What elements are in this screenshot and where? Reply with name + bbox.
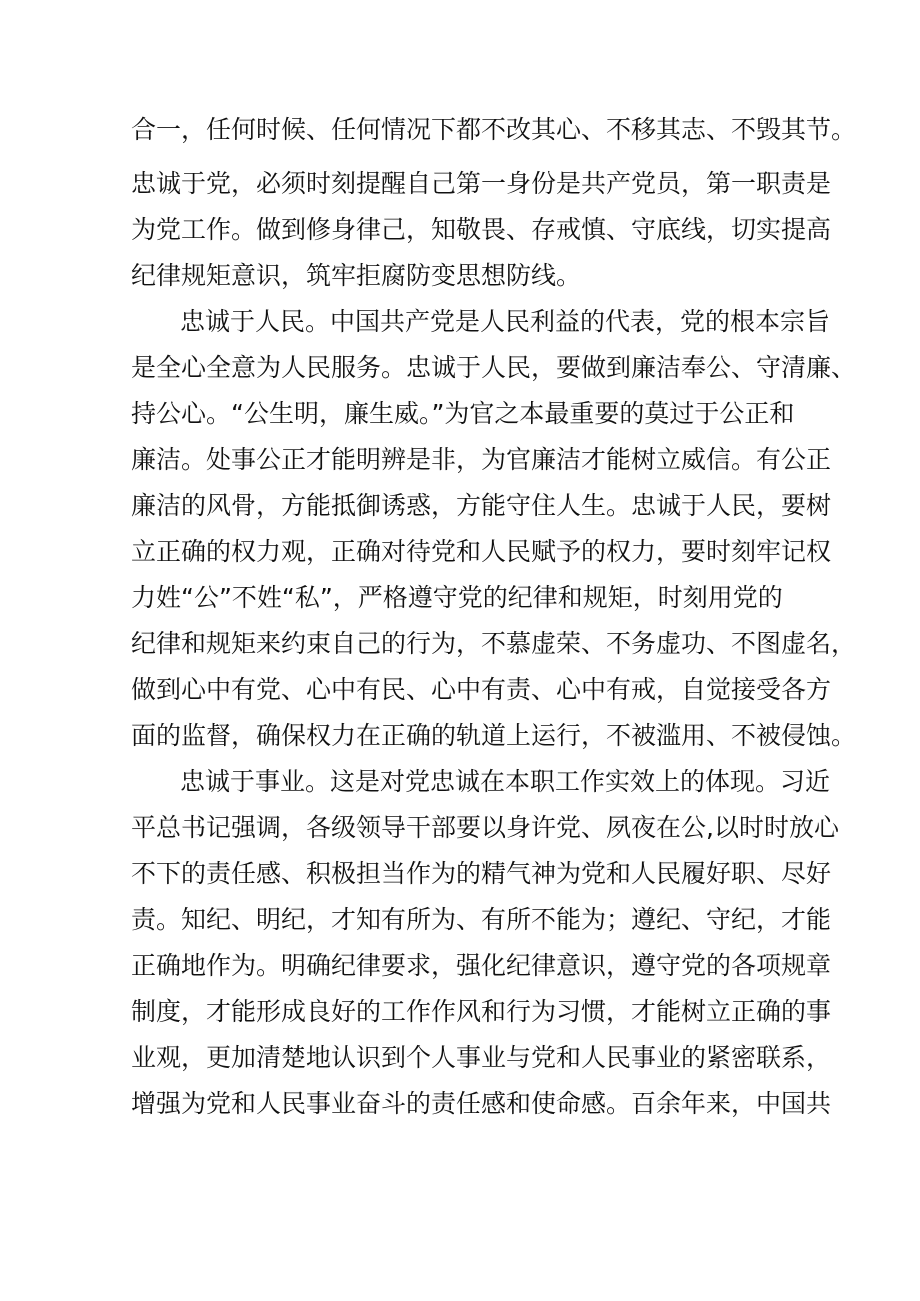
text-line-22: 增强为党和人民事业奋斗的责任感和使命感。百余年来，中国共 [131,1089,832,1118]
text-line-7: 持公心。“公生明，廉生威。”为官之本最重要的莫过于公正和 [131,399,795,428]
paragraph-3-first-line: 忠诚于事业。这是对党忠诚在本职工作实效上的体现。习近 [180,767,831,796]
text-line-10: 立正确的权力观，正确对待党和人民赋予的权力，要时刻牢记权 [131,537,832,566]
text-line-14: 面的监督，确保权力在正确的轨道上运行，不被滥用、不被侵蚀。 [131,721,857,750]
text-line-4: 纪律规矩意识，筑牢拒腐防变思想防线。 [131,261,582,290]
paragraph-2-first-line: 忠诚于人民。中国共产党是人民利益的代表，党的根本宗旨 [180,307,831,336]
text-line-16: 平总书记强调，各级领导干部要以身许党、夙夜在公,以时时放心 [131,813,839,842]
text-line-8: 廉洁。处事公正才能明辨是非，为官廉洁才能树立威信。有公正 [131,445,832,474]
text-line-9: 廉洁的风骨，方能抵御诱惑，方能守住人生。忠诚于人民，要树 [131,491,832,520]
text-line-19: 正确地作为。明确纪律要求，强化纪律意识，遵守党的各项规章 [131,951,832,980]
text-line-1: 合一，任何时候、任何情况下都不改其心、不移其志、不毁其节。 [131,115,857,144]
text-line-17: 不下的责任感、积极担当作为的精气神为党和人民履好职、尽好 [131,859,832,888]
text-line-18: 责。知纪、明纪，才知有所为、有所不能为；遵纪、守纪，才能 [131,905,832,934]
text-line-12: 纪律和规矩来约束自己的行为，不慕虚荣、不务虚功、不图虚名， [131,629,857,658]
text-line-2: 忠诚于党，必须时刻提醒自己第一身份是共产党员，第一职责是 [131,169,832,198]
text-line-13: 做到心中有党、心中有民、心中有责、心中有戒，自觉接受各方 [131,675,832,704]
text-line-21: 业观，更加清楚地认识到个人事业与党和人民事业的紧密联系， [131,1043,832,1072]
text-line-20: 制度，才能形成良好的工作作风和行为习惯，才能树立正确的事 [131,997,832,1026]
text-line-11: 力姓“公”不姓“私”，严格遵守党的纪律和规矩，时刻用党的 [131,583,783,612]
text-line-3: 为党工作。做到修身律己，知敬畏、存戒慎、守底线，切实提高 [131,215,832,244]
text-line-6: 是全心全意为人民服务。忠诚于人民，要做到廉洁奉公、守清廉、 [131,353,857,382]
